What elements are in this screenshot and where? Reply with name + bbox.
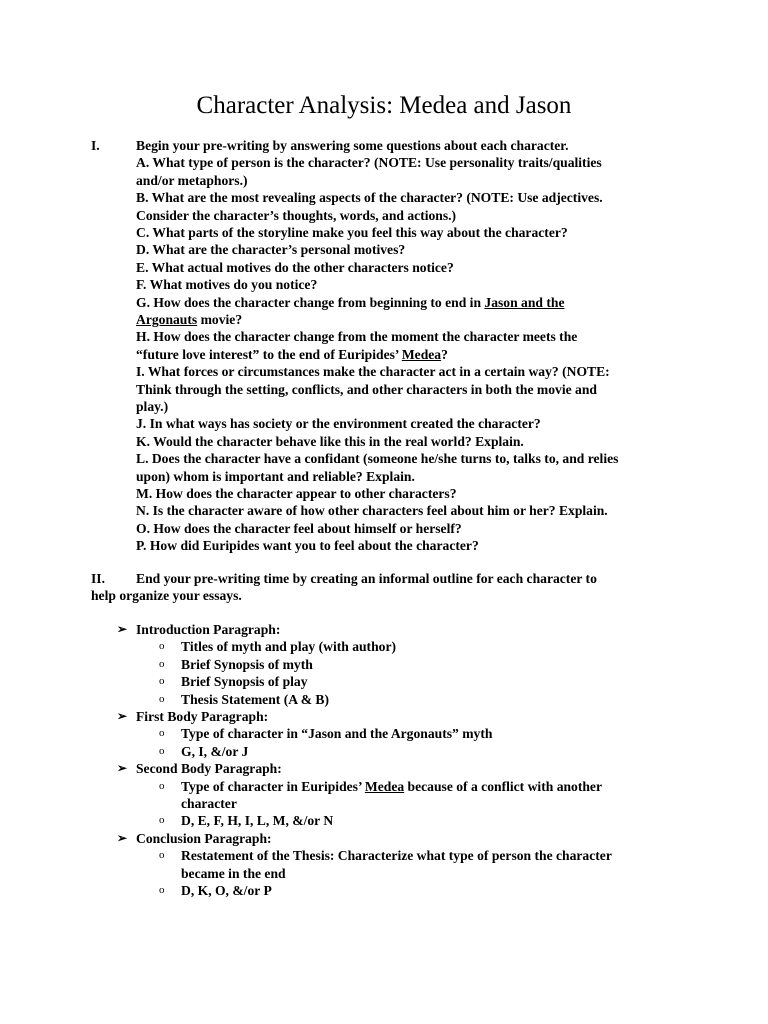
outline-subitem: Type of character in Euripides’ Medea because of a conflict with another [181,778,602,794]
play-title-underlined: Medea [364,778,405,794]
outline-subitem: Thesis Statement (A & B) [181,691,330,707]
outline-subitem: D, K, O, &/or P [181,883,272,898]
movie-title-underlined: Jason and the [484,294,565,310]
question-line: H. How does the character change from the moment the character meets the [136,329,578,345]
section-one-numeral: I. [91,138,100,153]
circle-bullet-icon: o [159,640,165,653]
circle-bullet-icon: o [159,849,165,862]
question-line: L. Does the character have a confidant (someone he/she turns to, talks to, and relies [136,451,619,467]
question-line: Consider the character’s thoughts, words, and actions.) [136,207,457,223]
section-one-intro: Begin your pre-writing by answering some questions about each character. [136,138,569,153]
circle-bullet-icon: o [159,692,165,705]
section-two-line: help organize your essays. [91,588,242,604]
outline-subitem: Brief Synopsis of play [181,674,308,690]
question-line: N. Is the character aware of how other characters feel about him or her? Explain. [136,503,608,519]
circle-bullet-icon: o [159,779,165,792]
page-title: Character Analysis: Medea and Jason [196,92,572,119]
question-line: Argonauts movie? [136,312,243,327]
question-line: I. What forces or circumstances make the character act in a certain way? (NOTE: [136,364,610,380]
outline-subitem-continuation: became in the end [181,865,286,881]
outline-subitem: Brief Synopsis of myth [181,656,313,672]
question-line: J. In what ways has society or the environment created the character? [136,416,541,432]
movie-title-underlined: Argonauts [136,312,198,327]
outline-subitem: Titles of myth and play (with author) [181,639,397,655]
circle-bullet-icon: o [159,744,165,757]
outline-subitem: G, I, &/or J [181,743,249,759]
question-line: “future love interest” to the end of Euripides’ Medea? [136,346,448,362]
outline-subitem: Type of character in “Jason and the Argonauts” myth [181,726,493,742]
question-line: play.) [136,399,169,414]
section-two-line: End your pre-writing time by creating an informal outline for each character to [136,571,597,586]
section-two-numeral: II. [91,571,105,586]
question-line: and/or metaphors.) [136,172,248,188]
question-line: G. How does the character change from beginning to end in Jason and the [136,294,565,310]
circle-bullet-icon: o [159,884,165,896]
circle-bullet-icon: o [159,657,165,670]
arrow-bullet-icon: ➢ [117,709,128,723]
question-line: upon) whom is important and reliable? Explain. [136,468,415,484]
question-line: K. Would the character behave like this in the real world? Explain. [136,433,524,449]
question-line: E. What actual motives do the other characters notice? [136,259,454,275]
circle-bullet-icon: o [159,675,165,688]
question-line: F. What motives do you notice? [136,277,318,293]
question-line: O. How does the character feel about himself or herself? [136,520,462,536]
circle-bullet-icon: o [159,814,165,827]
arrow-bullet-icon: ➢ [117,622,128,636]
outline-heading: Introduction Paragraph: [136,622,281,637]
question-line: B. What are the most revealing aspects of the character? (NOTE: Use adjectives. [136,190,603,206]
arrow-bullet-icon: ➢ [117,830,128,845]
question-line: A. What type of person is the character? (NOTE: Use personality traits/qualities [136,155,602,171]
outline-heading: Second Body Paragraph: [136,761,282,777]
question-line: Think through the setting, conflicts, and other characters in both the movie and [136,381,597,397]
question-line: C. What parts of the storyline make you feel this way about the character? [136,225,568,240]
outline-subitem: D, E, F, H, I, L, M, &/or N [181,813,334,829]
circle-bullet-icon: o [159,727,165,740]
play-title-underlined: Medea [401,346,442,362]
outline-subitem: Restatement of the Thesis: Characterize what type of person the character [181,848,612,864]
question-line: D. What are the character’s personal motives? [136,242,406,258]
arrow-bullet-icon: ➢ [117,761,128,776]
question-line: P. How did Euripides want you to feel about the character? [136,538,479,554]
outline-subitem-continuation: character [181,796,237,811]
outline-heading: First Body Paragraph: [136,709,269,724]
outline-heading: Conclusion Paragraph: [136,830,272,846]
question-line: M. How does the character appear to other characters? [136,486,457,501]
